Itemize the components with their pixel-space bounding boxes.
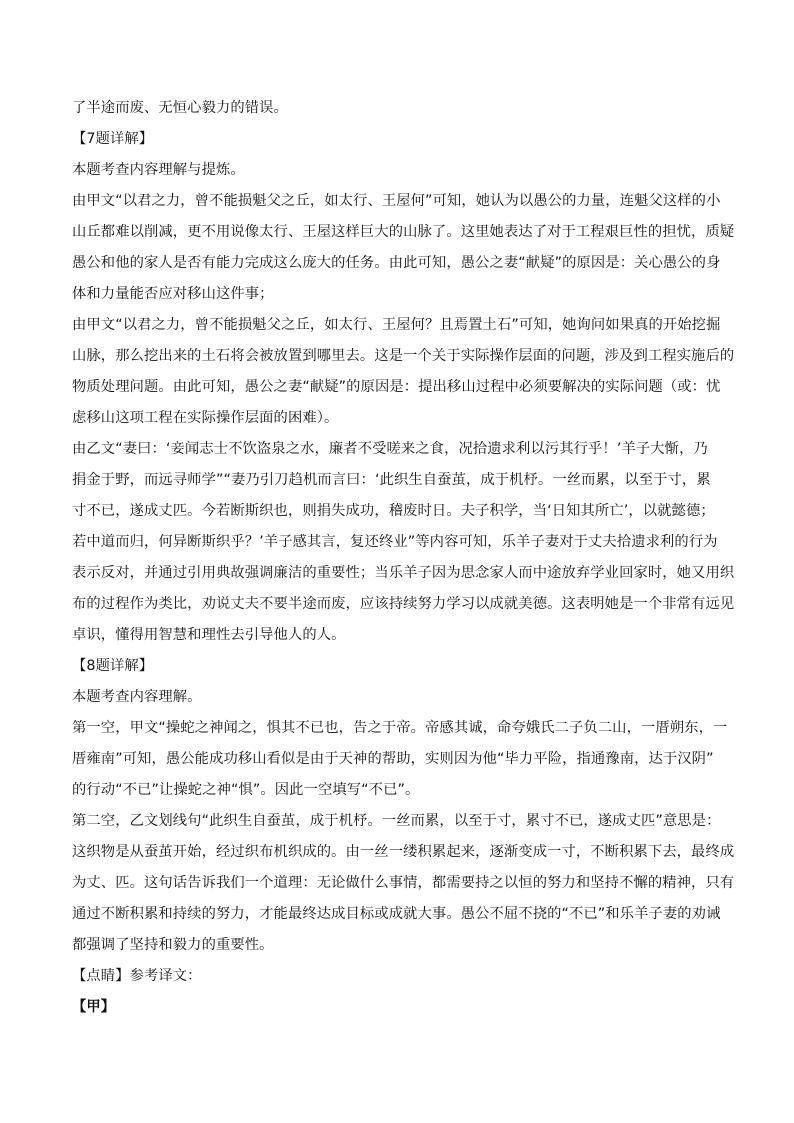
text-line: 这织物是从蚕茧开始，经过织布机织成的。由一丝一缕积累起来，逐渐变成一寸，不断积累下去，最终成 — [72, 844, 735, 860]
text-line: 通过不断积累和持续的努力，才能最终达成目标或成就大事。愚公不屈不挠的“不已”和乐羊子妻的劝诫 — [72, 906, 721, 922]
text-line: 山丘都难以削减，更不用说像太行、王屋这样巨大的山脉了。这里她表达了对于工程艰巨性的担忧，质疑 — [72, 224, 735, 240]
section-heading-jia: 【甲】 — [72, 999, 116, 1015]
text-line: 第二空，乙文划线句“此织生自蚕茧，成于机杼。一丝而累，以至于寸，累寸不已，遂成丈匹”意思是： — [72, 813, 721, 829]
text-line: 的行动“不已”让操蛇之神“惧”。因此一空填写“不已”。 — [72, 782, 420, 798]
text-line: 表示反对，并通过引用典故强调廉洁的重要性；当乐羊子因为思念家人而中途放弃学业回家时，她又用织 — [72, 565, 735, 581]
document-body — [72, 98, 735, 1028]
text-line: 愚公和他的家人是否有能力完成这么庞大的任务。由此可知，愚公之妻“献疑”的原因是：关心愚公的身 — [72, 255, 721, 271]
text-line: 卓识，懂得用智慧和理性去引导他人的人。 — [72, 627, 346, 643]
text-line: 寸不已，遂成丈匹。今若断斯织也，则捐失成功，稽废时日。夫子积学，当‘日知其所亡’，以就懿德； — [72, 503, 715, 519]
text-line: 本题考查内容理解。 — [72, 689, 202, 705]
section-heading-q7: 【7题详解】 — [72, 131, 154, 147]
text-line: 若中道而归，何异断斯织乎？’羊子感其言，复还终业”等内容可知，乐羊子妻对于丈夫拾遗求利的行为 — [72, 534, 718, 550]
text-line: 为丈、匹。这句话告诉我们一个道理：无论做什么事情，都需要持之以恒的努力和坚持不懈的精神，只有 — [72, 875, 735, 891]
text-line: 本题考查内容理解与提炼。 — [72, 162, 245, 178]
text-line: 虑移山这项工程在实际操作层面的困难）。 — [72, 410, 339, 426]
text-line: 了半途而废、无恒心毅力的错误。 — [72, 100, 288, 116]
text-line: 山脉，那么挖出来的土石将会被放置到哪里去。这是一个关于实际操作层面的问题，涉及到工程实施后的 — [72, 348, 735, 364]
text-line: 布的过程作为类比，劝说丈夫不要半途而废，应该持续努力学习以成就美德。这表明她是一个非常有远见 — [72, 596, 735, 612]
text-line: 第一空，甲文“操蛇之神闻之，惧其不已也，告之于帝。帝感其诚，命夸娥氏二子负二山，一厝朔东，一 — [72, 720, 728, 736]
text-line: 厝雍南”可知，愚公能成功移山看似是由于天神的帮助，实则因为他“毕力平险，指通豫南，达于汉阴” — [72, 751, 714, 767]
text-line: 物质处理问题。由此可知，愚公之妻“献疑”的原因是：提出移山过程中必须要解决的实际问题（或：忧 — [72, 379, 721, 395]
section-heading-notes: 【点睛】参考译文： — [72, 968, 202, 984]
text-line: 捐金于野，而远寻师学”“妻乃引刀趋机而言曰：‘此织生自蚕茧，成于机杼。一丝而累，以至于寸，累 — [72, 472, 711, 488]
text-line: 都强调了坚持和毅力的重要性。 — [72, 937, 274, 953]
text-line: 体和力量能否应对移山这件事； — [72, 286, 274, 302]
text-line: 由甲文“以君之力，曾不能损魁父之丘，如太行、王屋何”可知，她认为以愚公的力量，连魁父这样的小 — [72, 193, 721, 209]
text-line: 由甲文“以君之力，曾不能损魁父之丘，如太行、王屋何？且焉置土石”可知，她询问如果真的开始挖掘 — [72, 317, 721, 333]
section-heading-q8: 【8题详解】 — [72, 658, 154, 674]
text-line: 由乙文“妻曰：‘妾闻志士不饮盗泉之水，廉者不受嗟来之食，况拾遗求利以污其行乎！’羊子大惭，乃 — [72, 441, 708, 457]
